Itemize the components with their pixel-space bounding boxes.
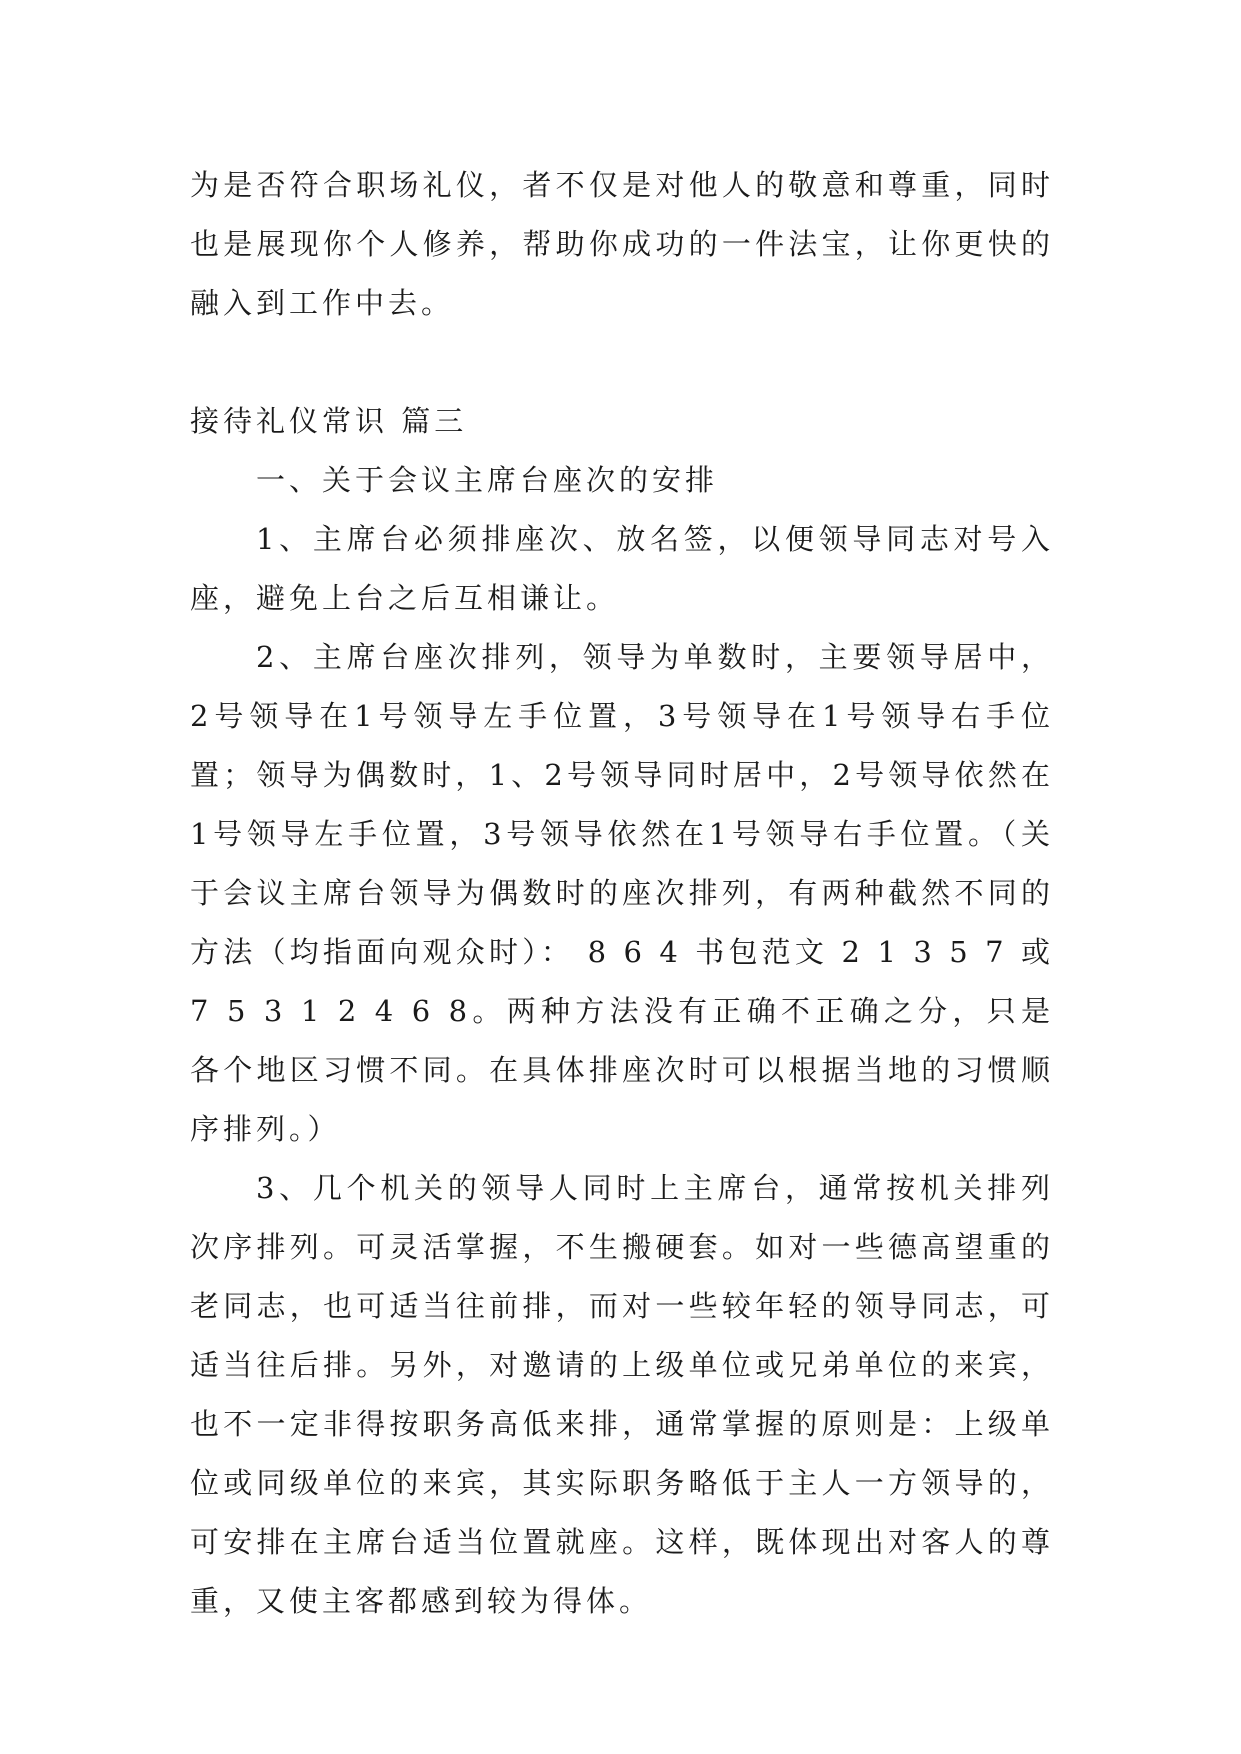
subsection-heading: 一、关于会议主席台座次的安排 bbox=[256, 463, 719, 497]
paragraph-1: 1、主席台必须排座次、放名签，以便领导同志对号入座，避免上台之后互相谦让。 bbox=[190, 522, 1054, 615]
paragraph-3: 3、几个机关的领导人同时上主席台，通常按机关排列次序排列。可灵活掌握，不生搬硬套。如对一些德高望重的老同志，也可适当往前排，而对一些较年轻的领导同志，可适当往后排。另外，对邀请的上级单位或兄弟单位的来宾，也不一定非得按职务高低来排，通常掌握的原则是：上级单位或同级单位的来宾，其实际职务略低于主人一方领导的，可安排在主席台适当位置就座。这样，既体现出对客人的尊重，又使主客都感到较为得体。 bbox=[190, 1171, 1054, 1618]
main-section bbox=[190, 392, 1054, 1631]
paragraph-2: 2、主席台座次排列，领导为单数时，主要领导居中，2号领导在1号领导左手位置，3号领导在1号领导右手位置；领导为偶数时，1、2号领导同时居中，2号领导依然在1号领导左手位置，3号领导依然在1号领导右手位置。（关于会议主席台领导为偶数时的座次排列，有两种截然不同的方法（均指面向观众时）： 8 6 4 书包范文 2 1 3 5 7 或 7 5 3 1 2 4 6 8。两种方法没有正确不正确之分，只是各个地区习惯不同。在具体排座次时可以根据当地的习惯顺序排列。） bbox=[190, 640, 1054, 1146]
section-title: 接待礼仪常识 篇三 bbox=[190, 404, 468, 438]
intro-section bbox=[190, 156, 1054, 333]
intro-paragraph: 为是否符合职场礼仪，者不仅是对他人的敬意和尊重，同时也是展现你个人修养，帮助你成功的一件法宝，让你更快的融入到工作中去。 bbox=[190, 168, 1054, 320]
